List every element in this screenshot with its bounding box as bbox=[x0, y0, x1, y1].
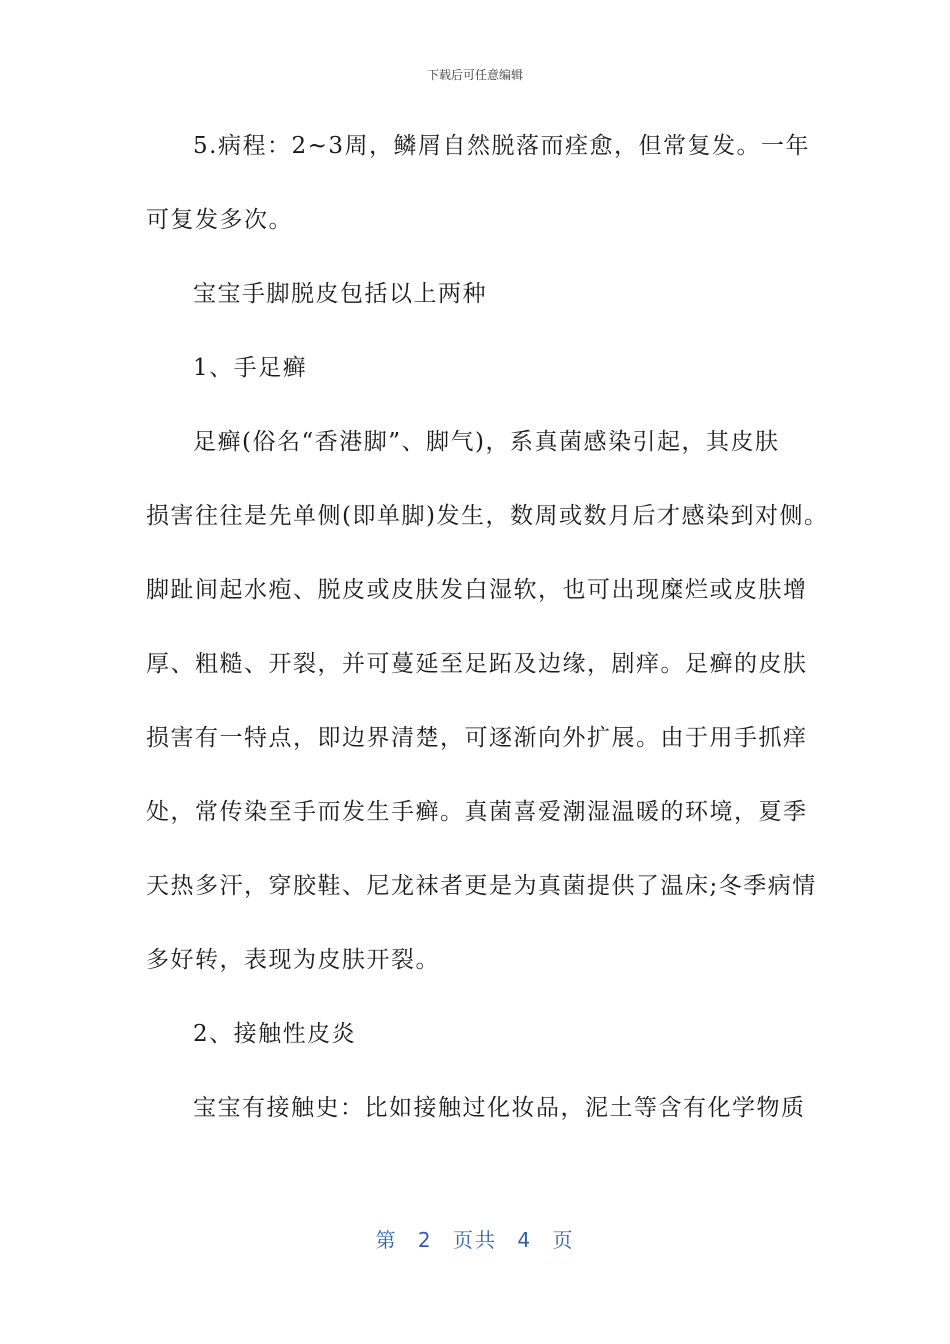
footer-prefix: 第 bbox=[375, 1228, 398, 1252]
paragraph-line: 天热多汗，穿胶鞋、尼龙袜者更是为真菌提供了温床;冬季病情 bbox=[146, 873, 817, 899]
section-heading: 1、手足癣 bbox=[193, 355, 308, 381]
paragraph-line: 宝宝手脚脱皮包括以上两种 bbox=[193, 281, 487, 307]
header-note: 下载后可任意编辑 bbox=[426, 68, 523, 82]
page-footer bbox=[0, 1224, 950, 1253]
footer-suffix: 页 bbox=[552, 1228, 575, 1252]
paragraph-line: 5.病程：2~3周，鳞屑自然脱落而痊愈，但常复发。一年 bbox=[193, 133, 810, 159]
total-pages-number: 4 bbox=[517, 1228, 533, 1252]
paragraph-line: 多好转，表现为皮肤开裂。 bbox=[146, 947, 440, 973]
section-heading: 2、接触性皮炎 bbox=[193, 1021, 357, 1047]
footer-middle: 页共 bbox=[453, 1228, 497, 1252]
paragraph-line: 脚趾间起水疱、脱皮或皮肤发白湿软，也可出现糜烂或皮肤增 bbox=[146, 577, 808, 603]
paragraph-line: 可复发多次。 bbox=[146, 207, 293, 233]
paragraph-line: 足癣(俗名“香港脚”、脚气)，系真菌感染引起，其皮肤 bbox=[193, 429, 780, 455]
paragraph-line: 宝宝有接触史：比如接触过化妆品，泥土等含有化学物质 bbox=[193, 1095, 806, 1121]
current-page-number: 2 bbox=[417, 1228, 433, 1252]
paragraph-line: 损害往往是先单侧(即单脚)发生，数周或数月后才感染到对侧。 bbox=[146, 503, 829, 529]
paragraph-line: 损害有一特点，即边界清楚，可逐渐向外扩展。由于用手抓痒 bbox=[146, 725, 808, 751]
document-body bbox=[146, 122, 829, 1158]
paragraph-line: 处，常传染至手而发生手癣。真菌喜爱潮湿温暖的环境，夏季 bbox=[146, 799, 808, 825]
paragraph-line: 厚、粗糙、开裂，并可蔓延至足跖及边缘，剧痒。足癣的皮肤 bbox=[146, 651, 808, 677]
